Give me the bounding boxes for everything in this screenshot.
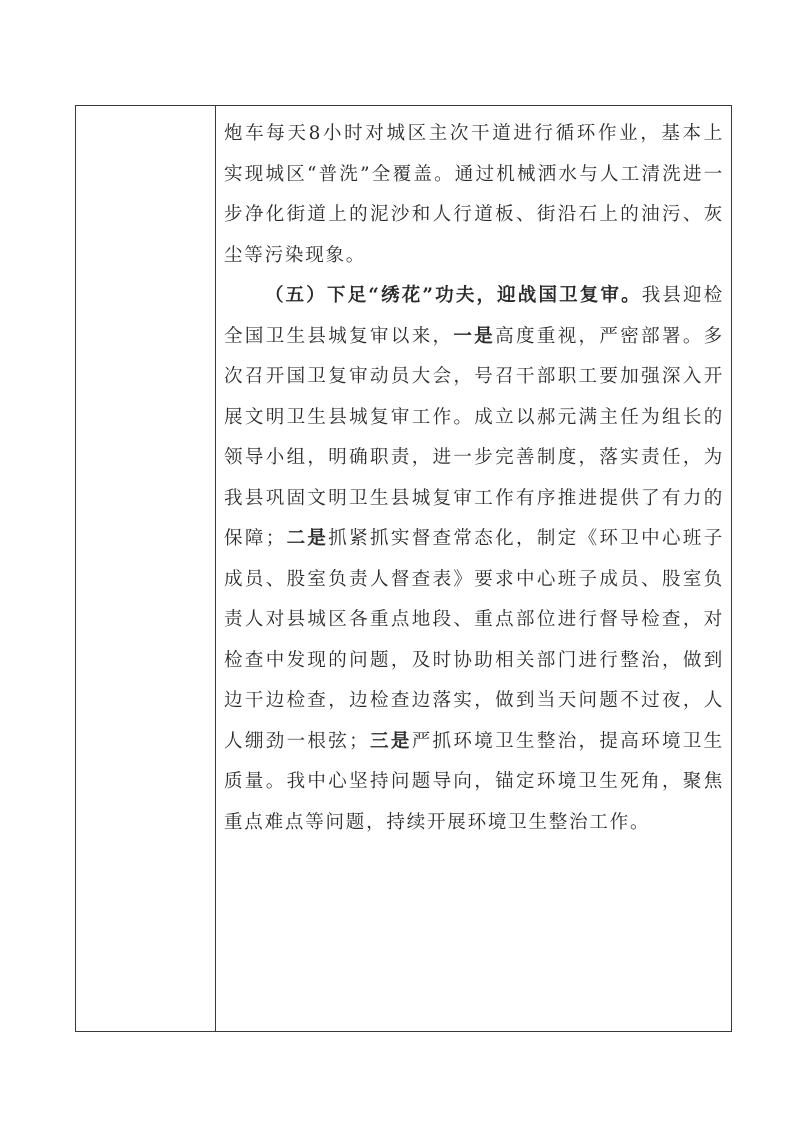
- point-three-label: 三是: [369, 730, 412, 752]
- point-two-text: 抓紧抓实督查常态化，制定《环卫中心班子成员、股室负责人督查表》要求中心班子成员、股室负责人对县城区各重点地段、重点部位进行督导检查，对检查中发现的问题，及时协助相关部门进行整治，做到边干边检查，边检查边落实，做到当天问题不过夜，人人绷劲一根弦；: [224, 528, 725, 752]
- point-one-label: 一是: [453, 325, 496, 347]
- point-two-label: 二是: [286, 528, 329, 549]
- table-left-column: [76, 106, 216, 1031]
- point-three-text: 严抓环境卫生整治，提高环境卫生质量。我中心坚持问题导向，锚定环境卫生死角，聚焦重点难点等问题，持续开展环境卫生整治工作。: [224, 730, 724, 833]
- section-heading: （五）下足“绣花”功夫，迎战国卫复审。: [265, 285, 642, 306]
- paragraph-street-cleaning: 炮车每天8小时对城区主次干道进行循环作业，基本上实现城区“普洗”全覆盖。通过机械洒水与人工清洗进一步净化街道上的泥沙和人行道板、街沿石上的油污、灰尘等污染现象。: [224, 123, 724, 266]
- table-content-cell: [224, 114, 724, 1014]
- section-intro: 我县迎检全国卫生县城复审以来，: [224, 285, 725, 347]
- document-table: [75, 105, 732, 1032]
- paragraph-health-review: [224, 276, 724, 843]
- point-one-text: 高度重视，严密部署。多次召开国卫复审动员大会，号召干部职工要加强深入开展文明卫生县城复审工作。成立以郝元满主任为组长的领导小组，明确职责，进一步完善制度，落实责任，为我县巩固文明卫生县城复审工作有序推进提供了有力的保障；: [224, 325, 724, 549]
